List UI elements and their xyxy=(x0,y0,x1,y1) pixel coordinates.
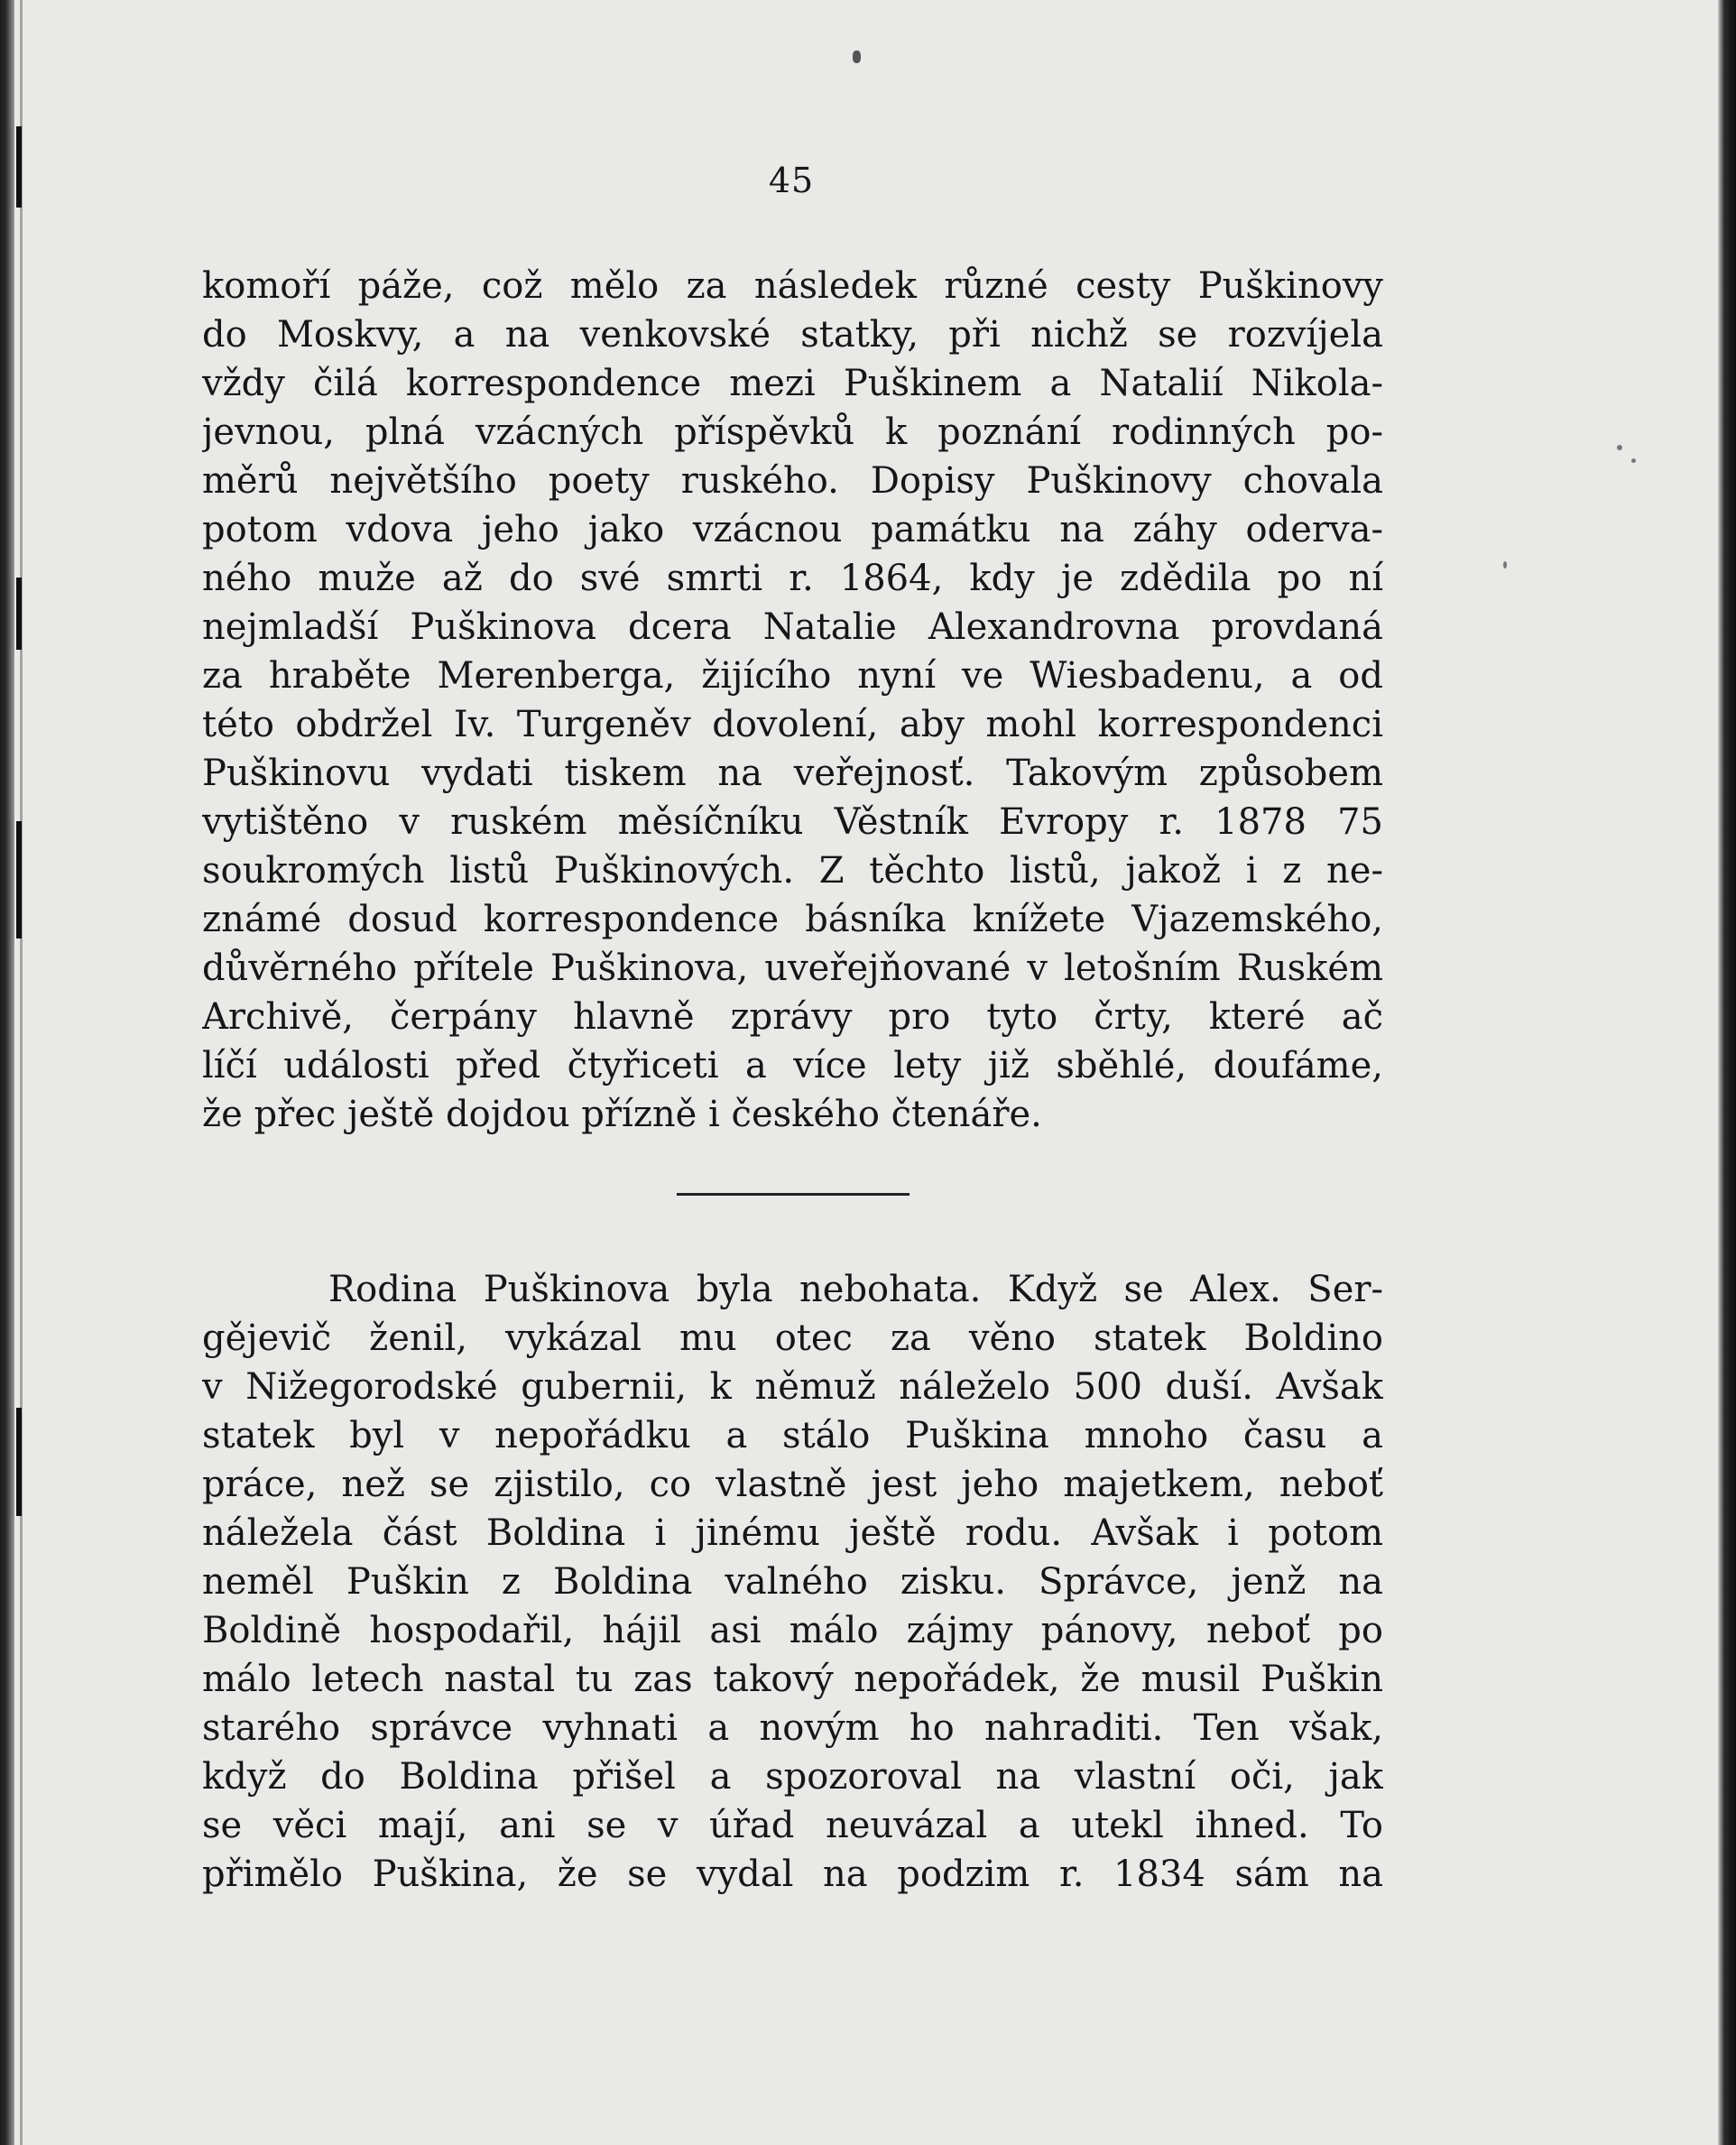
text-line: do Moskvy, a na venkovské statky, při nichž se rozvíjela xyxy=(202,314,1383,356)
text-line: měrů největšího poety ruského. Dopisy Puškinovy chovala xyxy=(202,460,1383,502)
paragraph-2 xyxy=(202,1265,1383,1899)
text-line: neměl Puškin z Boldina valného zisku. Správce, jenž na xyxy=(202,1561,1383,1603)
text-line: ného muže až do své smrti r. 1864, kdy je zdědila po ní xyxy=(202,558,1383,599)
text-line: vždy čilá korrespondence mezi Puškinem a Natalií Nikola- xyxy=(202,363,1383,404)
page-right-edge xyxy=(1718,0,1736,2145)
text-line: vytištěno v ruském měsíčníku Věstník Evropy r. 1878 75 xyxy=(202,801,1383,843)
text-line: gějevič ženil, vykázal mu otec za věno statek Boldino xyxy=(202,1318,1383,1359)
page-number: 45 xyxy=(768,161,815,200)
text-line: Puškinovu vydati tiskem na veřejnosť. Takovým způsobem xyxy=(202,753,1383,794)
text-line: Boldině hospodařil, hájil asi málo zájmy pánovy, neboť po xyxy=(202,1610,1383,1651)
text-line: Rodina Puškinova byla nebohata. Když se Alex. Ser- xyxy=(328,1269,1383,1310)
text-line: náležela část Boldina i jinému ještě rodu. Avšak i potom xyxy=(202,1512,1383,1554)
edge-mark xyxy=(16,578,22,650)
text-line: této obdržel Iv. Turgeněv dovolení, aby mohl korrespondenci xyxy=(202,704,1383,745)
text-line: statek byl v nepořádku a stálo Puškina mnoho času a xyxy=(202,1415,1383,1456)
text-line: za hraběte Merenberga, žijícího nyní ve Wiesbadenu, a od xyxy=(202,655,1383,697)
edge-mark xyxy=(16,1408,22,1516)
ink-speck xyxy=(1503,561,1507,569)
text-line: se věci mají, ani se v úřad neuvázal a utekl ihned. To xyxy=(202,1805,1383,1846)
ink-speck xyxy=(1631,458,1636,463)
text-line: v Nižegorodské gubernii, k němuž náleželo 500 duší. Avšak xyxy=(202,1366,1383,1408)
text-line: důvěrného přítele Puškinova, uveřejňované v letošním Ruském xyxy=(202,948,1383,989)
edge-mark xyxy=(16,821,22,938)
section-divider xyxy=(677,1193,910,1196)
page-left-edge xyxy=(20,0,23,2145)
text-line: komoří páže, což mělo za následek různé cesty Puškinovy xyxy=(202,265,1383,307)
text-line: líčí události před čtyřiceti a více lety již sběhlé, doufáme, xyxy=(202,1045,1383,1086)
page-gutter-shadow xyxy=(0,0,14,2145)
text-line: přimělo Puškina, že se vydal na podzim r. 1834 sám na xyxy=(202,1854,1383,1895)
ink-spot xyxy=(853,51,861,63)
text-line: když do Boldina přišel a spozoroval na vlastní oči, jak xyxy=(202,1756,1383,1798)
text-line: že přec ještě dojdou přízně i českého čtenáře. xyxy=(202,1094,1042,1135)
text-line: nejmladší Puškinova dcera Natalie Alexandrovna provdaná xyxy=(202,606,1383,648)
text-line: soukromých listů Puškinových. Z těchto listů, jakož i z ne- xyxy=(202,850,1383,892)
text-line: Archivě, čerpány hlavně zprávy pro tyto črty, které ač xyxy=(202,996,1383,1038)
text-line: práce, než se zjistilo, co vlastně jest jeho majetkem, neboť xyxy=(202,1464,1383,1505)
text-line: známé dosud korrespondence básníka knížete Vjazemského, xyxy=(202,899,1383,940)
text-line: starého správce vyhnati a novým ho nahraditi. Ten však, xyxy=(202,1707,1383,1749)
paragraph-1 xyxy=(202,262,1383,1139)
text-line: málo letech nastal tu zas takový nepořádek, že musil Puškin xyxy=(202,1659,1383,1700)
ink-speck xyxy=(1617,445,1622,450)
text-line: potom vdova jeho jako vzácnou památku na záhy oderva- xyxy=(202,509,1383,550)
text-line: jevnou, plná vzácných příspěvků k poznání rodinných po- xyxy=(202,411,1383,453)
